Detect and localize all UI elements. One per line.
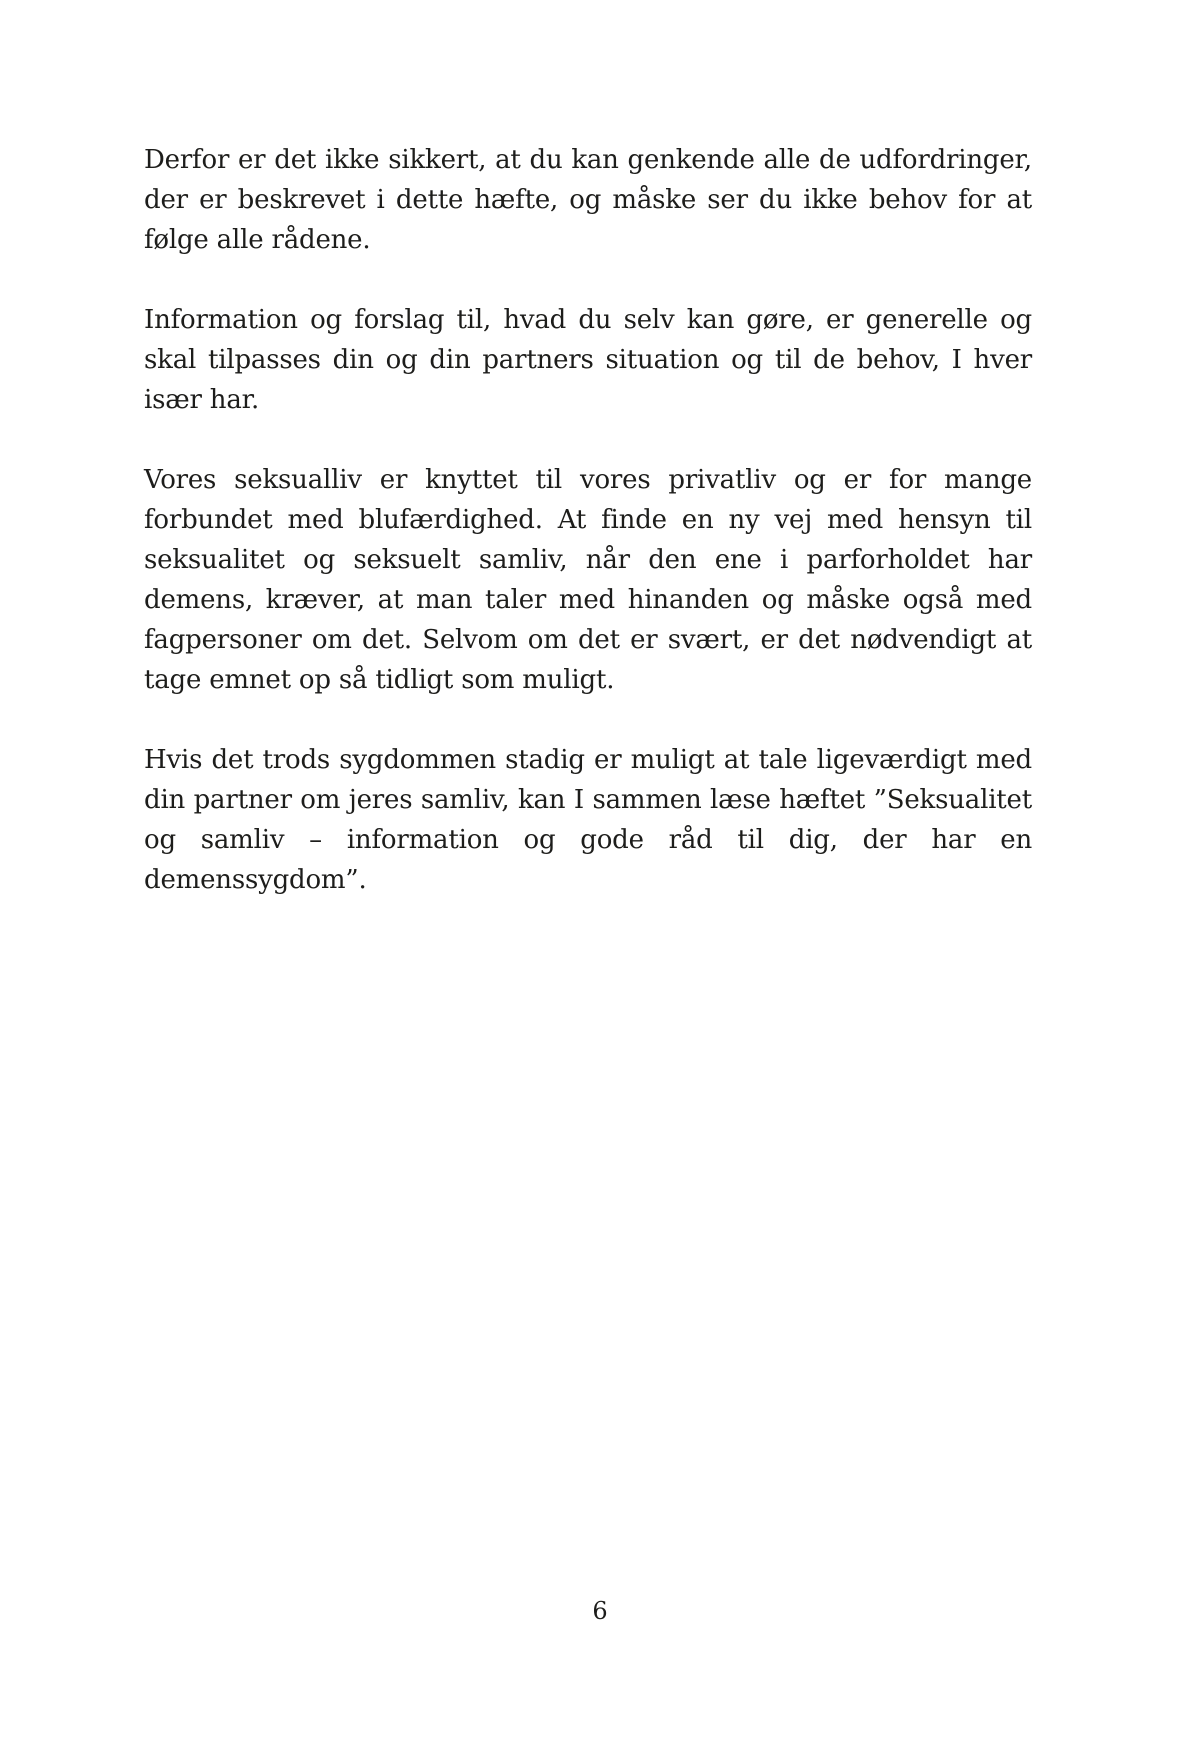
body-text xyxy=(144,140,1032,940)
page-number: 6 xyxy=(592,1597,608,1625)
paragraph-2: Information og forslag til, hvad du selv kan gøre, er generelle og skal tilpasses din og din partners situation og til de behov, I hver især har. xyxy=(144,305,1032,415)
paragraph-3: Vores seksualliv er knyttet til vores privatliv og er for mange forbundet med blufærdighed. At finde en ny vej med hensyn til seksualitet og seksuelt samliv, når den ene i parforholdet har demens, kræver, at man taler med hinanden og måske også med fagpersoner om det. Selvom om det er svært, er det nødvendigt at tage emnet op så tidligt som muligt. xyxy=(144,465,1032,695)
paragraph-1: Derfor er det ikke sikkert, at du kan genkende alle de udfordringer, der er beskrevet i dette hæfte, og måske ser du ikke behov for at følge alle rådene. xyxy=(144,145,1032,255)
paragraph-4: Hvis det trods sygdommen stadig er muligt at tale ligeværdigt med din partner om jeres samliv, kan I sammen læse hæftet ”Seksualitet og samliv – information og gode råd til dig, der har en demenssygdom”. xyxy=(144,745,1032,895)
